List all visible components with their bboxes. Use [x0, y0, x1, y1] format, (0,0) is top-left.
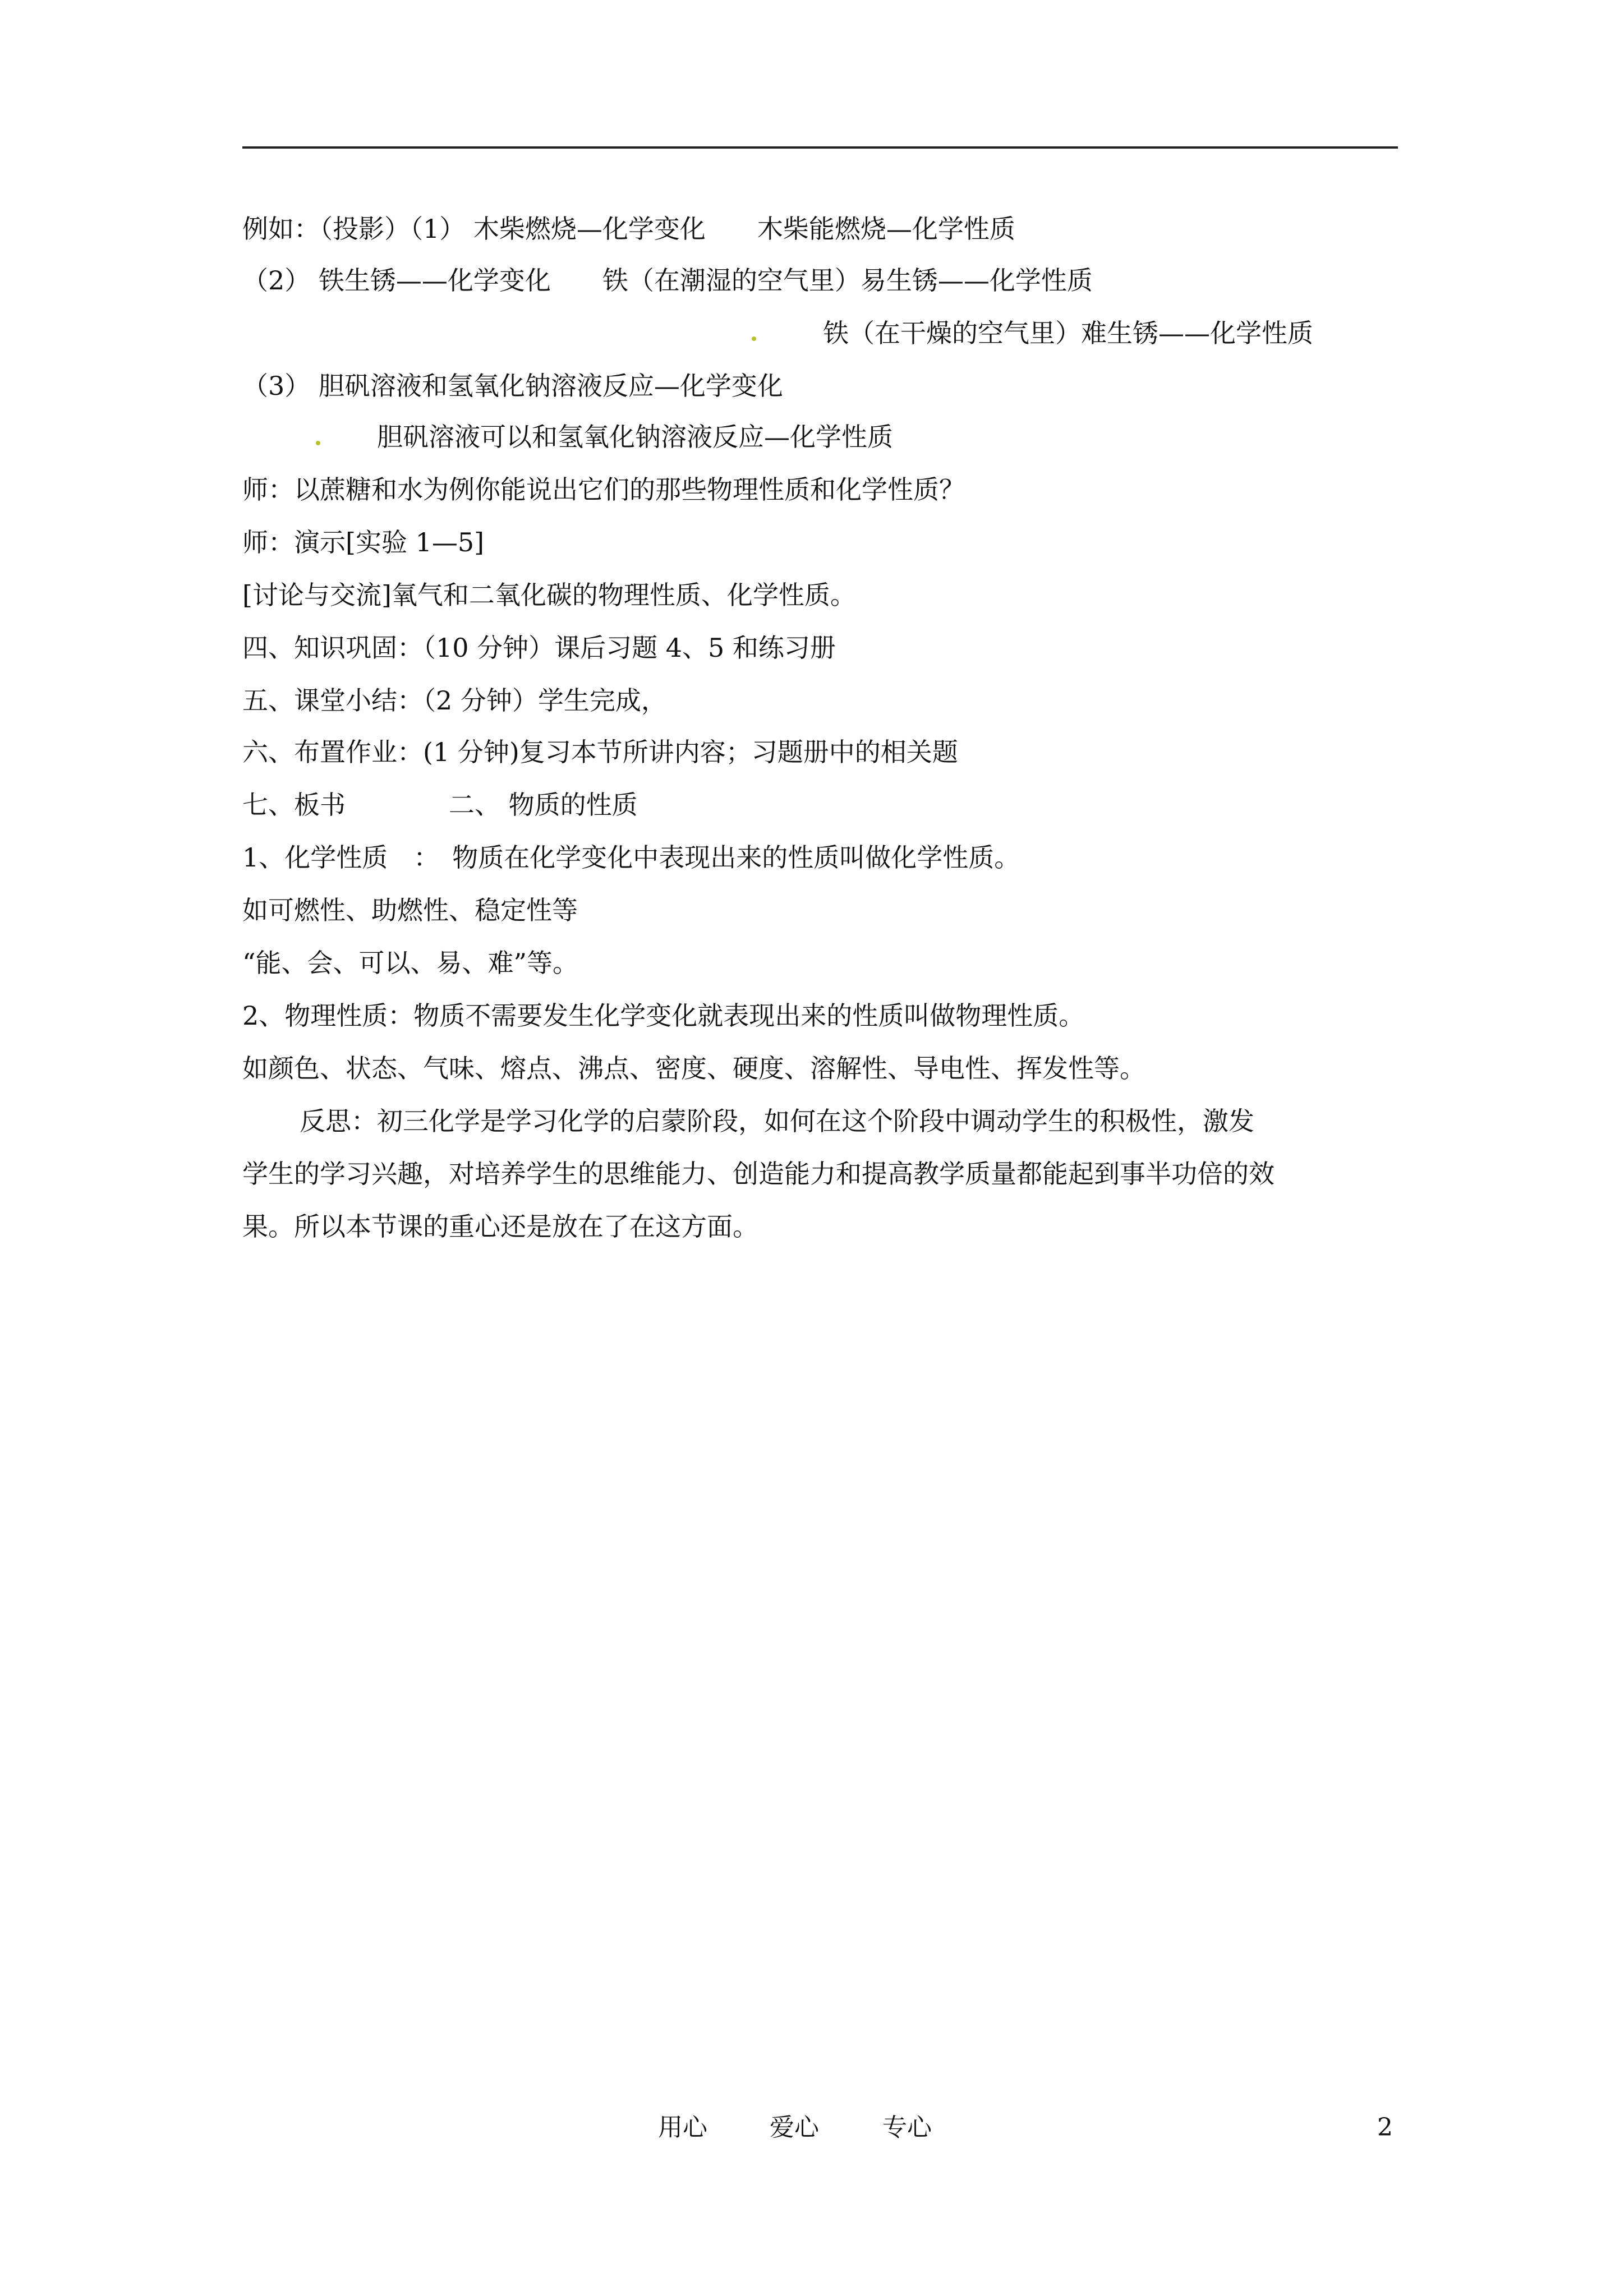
text-line: 七、板书 二、 物质的性质 [242, 790, 638, 820]
text-line: 如颜色、状态、气味、熔点、沸点、密度、硬度、溶解性、导电性、挥发性等。 [242, 1053, 1145, 1084]
footer-motto: 专心 [882, 2113, 932, 2142]
page-number: 2 [1377, 2113, 1393, 2142]
footer-motto: 爱心 [770, 2113, 819, 2142]
text-line: 铁（在干燥的空气里）难生锈——化学性质 [823, 318, 1313, 348]
mark-dot [752, 336, 756, 341]
text-line: （3） 胆矾溶液和氢氧化钠溶液反应—化学变化 [242, 371, 783, 401]
text-line: 四、知识巩固：（10 分钟）课后习题 4、5 和练习册 [242, 633, 836, 663]
text-line: 1、化学性质 ： 物质在化学变化中表现出来的性质叫做化学性质。 [242, 842, 1020, 873]
text-line: 果。所以本节课的重心还是放在了在这方面。 [242, 1211, 758, 1242]
header-rule [242, 146, 1398, 149]
text-line: 如可燃性、助燃性、稳定性等 [242, 895, 578, 925]
text-line: 反思：初三化学是学习化学的启蒙阶段，如何在这个阶段中调动学生的积极性，激发 [300, 1106, 1254, 1136]
text-line: 例如：（投影）（1） 木柴燃烧—化学变化 木柴能燃烧—化学性质 [242, 214, 1015, 244]
text-line: 五、课堂小结：（2 分钟）学生完成， [242, 685, 667, 716]
text-line: 师：演示[实验 1—5] [242, 527, 485, 557]
text-line: “能、会、可以、易、难”等。 [242, 948, 579, 978]
text-line: 六、布置作业：(1 分钟)复习本节所讲内容；习题册中的相关题 [242, 737, 958, 767]
footer-motto: 用心 [658, 2113, 707, 2142]
text-line: 胆矾溶液可以和氢氧化钠溶液反应—化学性质 [377, 422, 893, 452]
text-line: 师：以蔗糖和水为例你能说出它们的那些物理性质和化学性质？ [242, 474, 965, 505]
text-line: [讨论与交流]氧气和二氧化碳的物理性质、化学性质。 [242, 580, 856, 610]
text-line: （2） 铁生锈——化学变化 铁（在潮湿的空气里）易生锈——化学性质 [242, 265, 1093, 296]
text-line: 学生的学习兴趣，对培养学生的思维能力、创造能力和提高教学质量都能起到事半功倍的效 [242, 1159, 1275, 1189]
text-line: 2、物理性质：物质不需要发生化学变化就表现出来的性质叫做物理性质。 [242, 1001, 1085, 1031]
mark-dot [316, 441, 320, 445]
